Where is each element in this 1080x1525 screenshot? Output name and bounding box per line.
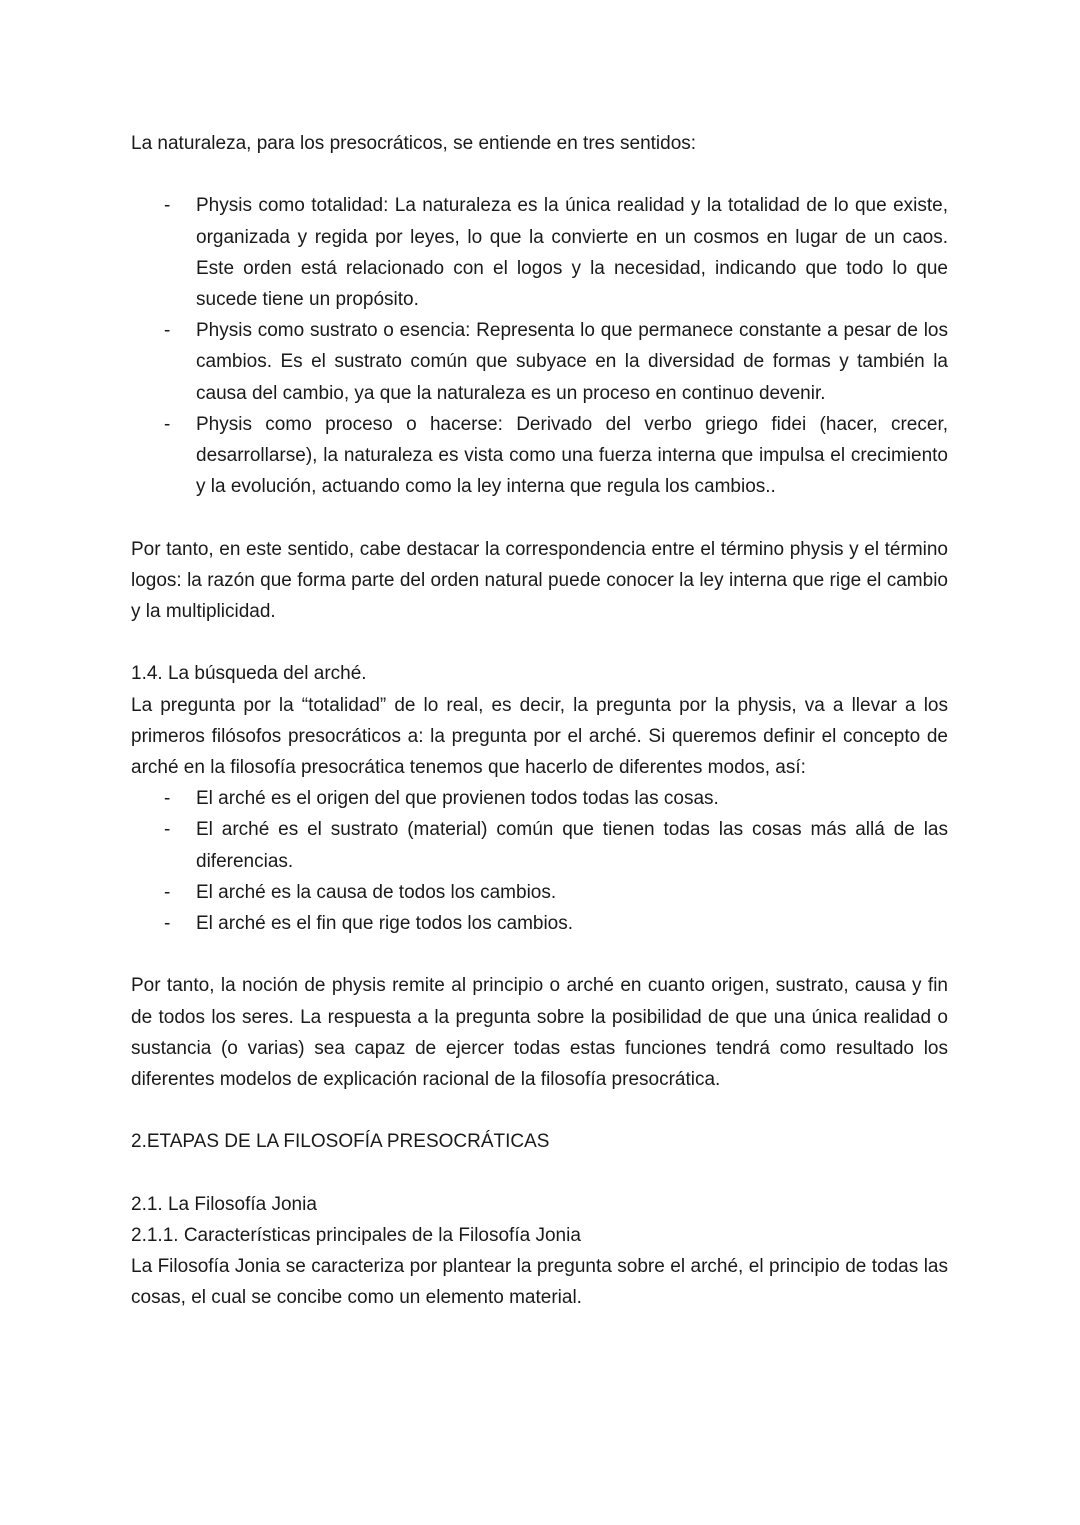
section-1-4-heading: 1.4. La búsqueda del arché. [131, 663, 367, 685]
list-item [131, 409, 948, 503]
physis-item-proceso: Physis como proceso o hacerse: Derivado del verbo griego fidei (hacer, crecer, desarrollarse), la naturaleza es vista como una fuerza interna que impulsa el crecimiento y la evolución, actuando como la ley interna que regula los cambios.. [196, 413, 948, 498]
section-2-1-1-heading: 2.1.1. Características principales de la Filosofía Jonia [131, 1225, 581, 1247]
physis-list [131, 190, 948, 502]
list-item [131, 315, 948, 409]
section-2-1-heading: 2.1. La Filosofía Jonia [131, 1193, 317, 1215]
document-page [131, 128, 948, 1314]
physis-item-sustrato: Physis como sustrato o esencia: Representa lo que permanece constante a pesar de los cambios. Es el sustrato común que subyace en la diversidad de formas y también la causa del cambio, ya que la naturaleza es un proceso en continuo devenir. [196, 320, 948, 404]
list-item [131, 908, 948, 939]
arche-item-fin: El arché es el fin que rige todos los cambios. [196, 913, 574, 935]
spacer [131, 502, 948, 533]
list-item [131, 814, 948, 876]
list-item [131, 190, 948, 315]
spacer [131, 159, 948, 190]
spacer [131, 1158, 948, 1189]
spacer [131, 627, 948, 658]
dash-marker: - [164, 195, 171, 217]
dash-marker: - [164, 320, 171, 342]
logos-paragraph: Por tanto, en este sentido, cabe destacar la correspondencia entre el término physis y el término logos: la razón que forma parte del orden natural puede conocer la ley interna que rige el cambio y la multiplicidad. [131, 538, 948, 623]
arche-item-sustrato: El arché es el sustrato (material) común que tienen todas las cosas más allá de las diferencias. [196, 819, 948, 872]
arche-item-origen: El arché es el origen del que provienen todos todas las cosas. [196, 788, 719, 810]
section-2-1-1-paragraph: La Filosofía Jonia se caracteriza por plantear la pregunta sobre el arché, el principio de todas las cosas, el cual se concibe como un elemento material. [131, 1256, 948, 1309]
spacer [131, 1095, 948, 1126]
section-1-4-paragraph: La pregunta por la “totalidad” de lo real, es decir, la pregunta por la physis, va a llevar a los primeros filósofos presocráticos a: la pregunta por el arché. Si queremos definir el concepto de arché en la filosofía presocrática tenemos que hacerlo de diferentes modos, así: [131, 694, 948, 779]
dash-marker: - [164, 819, 171, 841]
dash-marker: - [164, 413, 171, 435]
list-item [131, 783, 948, 814]
dash-marker: - [164, 913, 171, 935]
section-2-heading: 2.ETAPAS DE LA FILOSOFÍA PRESOCRÁTICAS [131, 1131, 550, 1153]
physis-item-totalidad: Physis como totalidad: La naturaleza es la única realidad y la totalidad de lo que existe, organizada y regida por leyes, lo que la convierte en un cosmos en lugar de un caos. Este orden está relacionado con el logos y la necesidad, indicando que todo lo que sucede tiene un propósito. [196, 195, 948, 310]
arche-paragraph: Por tanto, la noción de physis remite al principio o arché en cuanto origen, sustrato, causa y fin de todos los seres. La respuesta a la pregunta sobre la posibilidad de que una única realidad o sustancia (o varias) sea capaz de ejercer todas estas funciones tendrá como resultado los diferentes modelos de explicación racional de la filosofía presocrática. [131, 975, 948, 1091]
dash-marker: - [164, 881, 171, 903]
arche-item-causa: El arché es la causa de todos los cambios. [196, 881, 557, 903]
dash-marker: - [164, 788, 171, 810]
spacer [131, 939, 948, 970]
intro-paragraph: La naturaleza, para los presocráticos, se entiende en tres sentidos: [131, 133, 697, 154]
arche-list [131, 783, 948, 939]
list-item [131, 877, 948, 908]
